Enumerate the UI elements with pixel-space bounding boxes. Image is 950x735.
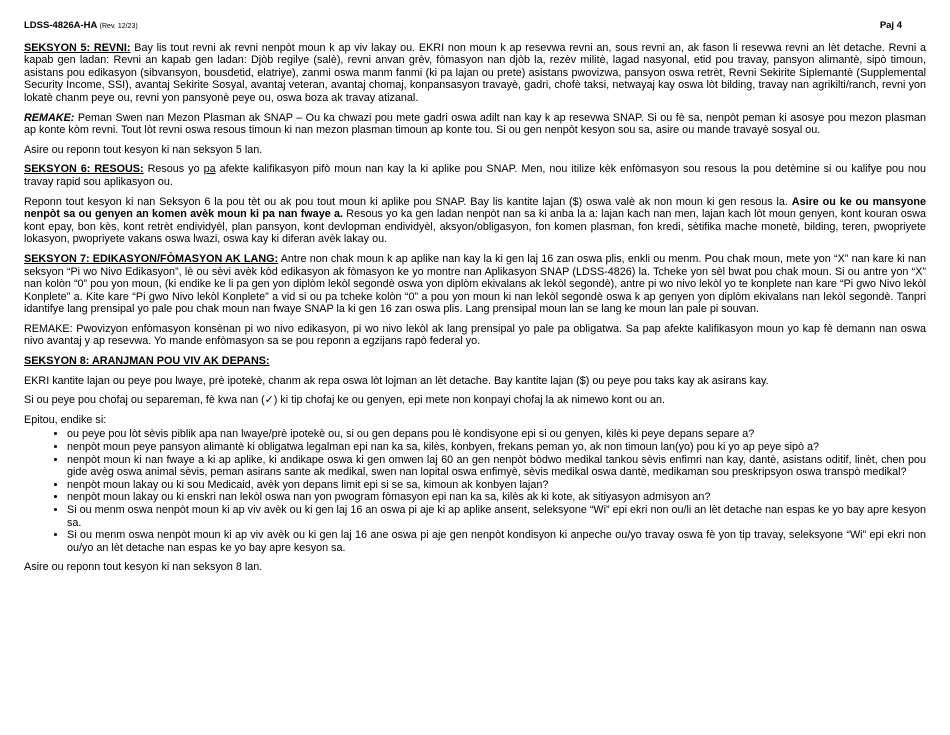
section-7-remark: REMAKE: Pwovizyon enfòmasyon konsènan pi wo nivo edikasyon, pi wo nivo lekòl ak lang prensipal yo pale pa obligatwa. Sa pap afekte kalifikasyon moun yo kap fè demann nan oswa nivo avantaj y ap resevwa. Yo mande enfòmasyon sa se pou reponn a egzijans rapò federal yo. (24, 322, 926, 348)
list-item: • nenpòt moun peye pansyon alimantè ki obligatwa legalman epi nan ka sa, kilès, konbyen, frekans peman yo, ak non timoun lan(yo) pou ki yo ap peye sipò a? (67, 441, 926, 454)
section-8-bullet-list (24, 428, 926, 554)
section-6-body-post: afekte kalifikasyon pifò moun nan kay la ki aplike pou SNAP. Men, nou itilize kèk enfòmasyon sou resous la pou detèmine si ou kalifye pou nou travay rapid sou aplikasyon ou. (24, 163, 926, 188)
form-revision: (Rev. 12/23) (99, 23, 138, 30)
section-5-intro (24, 42, 926, 105)
section-8-rent: EKRI kantite lajan ou peye pou lwaye, prè ipotekè, chanm ak repa oswa lòt lojman an lèt detache. Bay kantite lajan ($) ou peye pou taks kay ak asirans kay. (24, 374, 769, 387)
section-6-body-pre: Resous yo (143, 163, 204, 176)
section-6-p2-end: Resous yo ka gen ladan nenpòt nan sa ki anba la a: lajan kach nan men, lajan kach lòt moun genyen, kont kouran oswa kont epay, bon kès, kont retrèt endividyèl, plan pansyon, kont devlopman endividyèl, aksyon/obligasyon, fon komen plasman, fon kredi, sètifika mache monetè, bilding, teren, pwopriyete lokasyon, pwopriyete vakans oswa lwazi, oswa kay ki diferan avèk lakay ou. (24, 208, 927, 246)
form-id: LDSS-4826A-HA (24, 20, 98, 31)
page-header (24, 20, 926, 34)
section-6-p2-bold: Asire ou ke ou mansyone nenpòt sa ou genyen an komen avèk moun ki pa nan fwaye a. (24, 195, 926, 221)
list-item: • nenpòt moun ki nan fwaye a ki ap aplike, ki andikape oswa ki gen omwen laj 60 an gen nenpòt bòdwo medikal tankou sèvis enfimri nan kay, dantè, asistans oditif, linèt, chen pou gide avèg oswa animal sèvis, peman asirans sante ak medikal, swen nan lopital oswa enfimyè, sèvis medikal oswa dantè, medikaman sou preskripsyon oswa transpò medikal? (67, 454, 926, 479)
section-5-remark (24, 112, 926, 137)
section-8-heading: SEKSYON 8: ARANJMAN POU VIV AK DEPANS: (24, 355, 270, 368)
section-5-remark-label: REMAKE: (24, 111, 75, 124)
section-8-closing: Asire ou reponn tout kesyon ki nan seksyon 8 lan. (24, 561, 263, 574)
section-5-heading: SEKSYON 5: REVNI: (24, 41, 131, 54)
page-number: Paj 4 (879, 20, 902, 31)
section-5-body: Bay lis tout revni ak revni nenpòt moun k ap viv lakay ou. EKRI non moun k ap resevwa revni an, sous revni an, ak fason li resevwa revni an lèt detache. Revni a kapab gen ladan: Revni an kapab gen ladan: Djòb regilye (salè), revni anvan grèv, fòmasyon nan djòb la, rezèv militè, lagad nasyonal, etid pou travay, pansyon alimantè, sipò timoun, asistans pou edikasyon (sibvansyon, bousdetid, elatriye), zanmi oswa manm fanmi (ki pa lajan ou prete) asistans pwovizwa, pansyon oswa retrèt, Revni Sekirite Siplemantè (Supplemental Security Income, SSI), avantaj Sekirite Sosyal, avantaj veteran, avantaj chomaj, konpansasyon travayè, gadri, chofè taksi, netwayaj kay oswa lòt bilding, travay nan agrikilti/ranch, revni yon lokatè chanm peye ou, revni yon pansyonè peye ou, oswa boza ak travay atizanal. (24, 41, 926, 104)
document-page (24, 20, 926, 581)
section-6-p2-start: Reponn tout kesyon ki nan Seksyon 6 la pou tèt ou ak pou tout moun ki aplike pou SNAP. Bay lis kantite lajan ($) oswa valè ak non moun ki gen resous la. (24, 195, 792, 208)
list-item: • Si ou menm oswa nenpòt moun ki ap viv avèk ou ki gen laj 16 an oswa pi aje ki ap aplike ansent, seleksyone “Wi” epi ekri non ou/li an lèt detache nan espas ke yo bay apre kesyon sa. (67, 504, 926, 529)
list-item: • ou peye pou lòt sèvis piblik apa nan lwaye/prè ipotekè ou, si ou gen depans pou lè kondisyone epi si ou genyen, kilès ki peye depans separe a? (67, 428, 926, 441)
section-8-heating: Si ou peye pou chofaj ou separeman, fè kwa nan (✓) ki tip chofaj ke ou genyen, epi mete non konpayi chofaj la ak nimewo kont ou an. (24, 394, 666, 407)
section-6-heading: SEKSYON 6: RESOUS: (24, 163, 144, 176)
section-5-remark-text: Peman Swen nan Mezon Plasman ak SNAP – Ou ka chwazi pou mete gadri oswa adilt nan kay k ap resevwa SNAP. Si ou fè sa, nenpòt peman ki asosye pou mezon plasman ap konte kòm revni. Tout lòt revni oswa resous timoun ki nan mezon plasman timoun ap konte tou. Si ou gen nenpòt kesyon sou sa, asire ou mande travayè sosyal ou. (24, 111, 926, 137)
section-8-also: Epitou, endike si: (24, 413, 107, 426)
form-id-group (24, 20, 138, 34)
list-item: • Si ou menm oswa nenpòt moun ki ap viv avèk ou ki gen laj 16 ane oswa pi aje gen nenpòt kondisyon ki anpeche ou/yo travay oswa fè yon tip travay, seleksyone “Wi” epi ekri non ou/yo an lèt detache nan espas ke yo bay apre kesyon sa. (67, 529, 926, 554)
section-7-intro (24, 253, 926, 316)
section-8-heading-line (24, 355, 926, 368)
section-6-intro (24, 163, 926, 188)
section-6-body-pa: pa (203, 163, 216, 176)
section-7-heading: SEKSYON 7: EDIKASYON/FÒMASYON AK LANG: (24, 252, 279, 265)
section-5-closing: Asire ou reponn tout kesyon ki nan seksyon 5 lan. (24, 143, 263, 156)
list-item: • nenpòt moun lakay ou ki enskri nan lekòl oswa nan yon pwogram fòmasyon epi nan ka sa, kilès ak ki kote, ak sitiyasyon admisyon an? (67, 491, 926, 504)
list-item: • nenpòt moun lakay ou ki sou Medicaid, avèk yon depans limit epi si se sa, kimoun ak konbyen lajan? (67, 479, 926, 492)
section-7-body: Antre non chak moun k ap aplike nan kay la ki gen laj 16 zan oswa plis, enkli ou menm. Pou chak moun, mete yon “X” nan kare ki nan seksyon “Pi wo Nivo Edikasyon”, lè ou sèvi avèk kòd edikasyon ak fòmasyon ke yo montre nan Aplikasyon SNAP (LDSS-4826) la. Tcheke yon sèl bwat pou chak moun. Si ou antre yon “X” nan kolòn “0” pou yon moun, (ki endike ke li pa gen yon diplòm lekòl segondè oswa yon diplòm ekivalans ak lekòl segondè), antre pi wo nivo lekòl yo te konplete nan kare “Pi gwo Nivo lekòl Konplete” a. Kite kare “Pi gwo Nivo lekòl Konplete” a vid si ou pa tcheke kolòn “0” a pou yon moun ki nan lekòl segondè oswa k ap genyen yon diplòm ekivalans nan lekòl segondè. Tanpri idantifye lang prensipal yo pale pou chak moun nan fwaye SNAP la ki gen 16 zan oswa plis. Lang prensipal moun lan se lang ke moun lan pale pi souvan. (24, 252, 926, 316)
section-6-instructions (24, 196, 926, 246)
